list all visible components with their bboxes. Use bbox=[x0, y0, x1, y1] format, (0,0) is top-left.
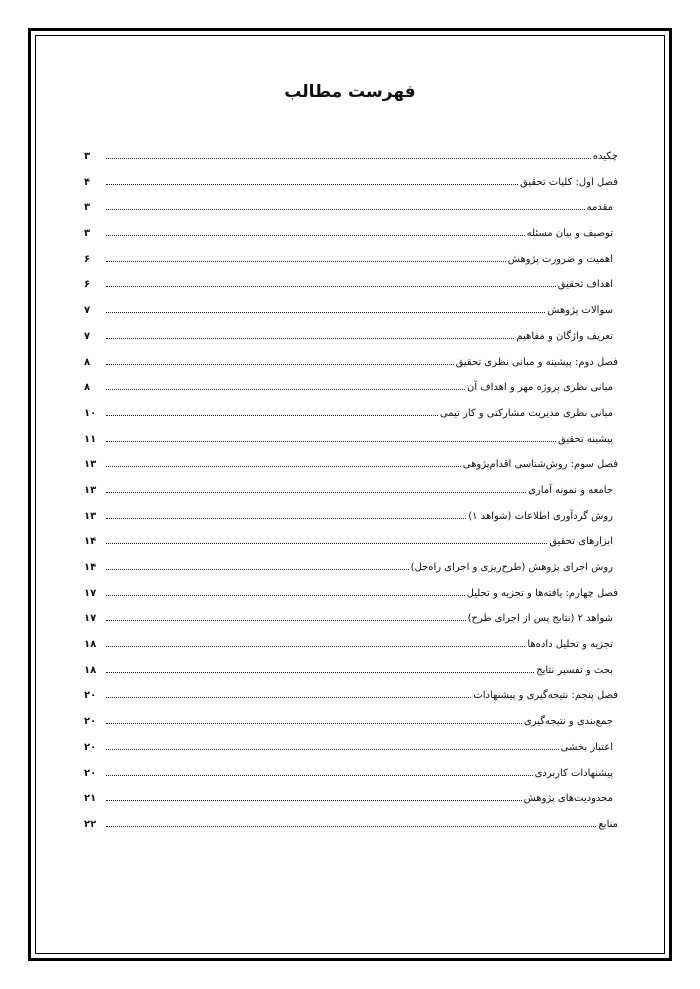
toc-entry-page-number: ۷ bbox=[84, 330, 91, 342]
toc-entry-label: مبانی نظری مدیریت مشارکتی و کار تیمی bbox=[439, 407, 613, 419]
toc-entry-page-number: ۴ bbox=[84, 176, 91, 188]
toc-entry-page-number: ۱۳ bbox=[84, 510, 97, 522]
toc-entry-page-number: ۳ bbox=[84, 202, 91, 214]
toc-entry-label: سوالات پژوهش bbox=[547, 305, 613, 317]
dot-leader bbox=[106, 465, 461, 467]
toc-entry-label: تجزیه و تحلیل داده‌ها bbox=[527, 639, 613, 651]
toc-entry[interactable] bbox=[84, 454, 618, 480]
toc-entry-page-number: ۱۱ bbox=[84, 433, 97, 445]
toc-entry-page-number: ۲۰ bbox=[84, 716, 97, 728]
toc-entry[interactable] bbox=[84, 249, 618, 275]
dot-leader bbox=[106, 388, 465, 390]
dot-leader bbox=[106, 594, 465, 596]
table-of-contents bbox=[84, 146, 618, 840]
dot-leader bbox=[106, 799, 522, 801]
toc-entry-label: اهمیت و ضرورت پژوهش bbox=[507, 253, 613, 265]
dot-leader bbox=[106, 311, 545, 313]
dot-leader bbox=[106, 542, 547, 544]
toc-entry-page-number: ۷ bbox=[84, 305, 91, 317]
toc-entry-page-number: ۱۴ bbox=[84, 536, 97, 548]
toc-entry-label: اهداف تحقیق bbox=[557, 279, 613, 291]
toc-entry[interactable] bbox=[84, 583, 618, 609]
toc-entry[interactable] bbox=[84, 300, 618, 326]
toc-entry[interactable] bbox=[84, 763, 618, 789]
toc-entry-label: شواهد ۲ (نتایج پس از اجرای طرح) bbox=[467, 613, 613, 625]
dot-leader bbox=[106, 774, 533, 776]
toc-entry[interactable] bbox=[84, 172, 618, 198]
toc-entry-page-number: ۸ bbox=[84, 382, 91, 394]
toc-entry-label: تعریف واژگان و مفاهیم bbox=[516, 330, 613, 342]
dot-leader bbox=[106, 696, 471, 698]
toc-entry[interactable] bbox=[84, 814, 618, 840]
toc-entry-label: جامعه و نمونه آماری bbox=[528, 484, 613, 496]
dot-leader bbox=[106, 825, 596, 827]
toc-entry-label: مقدمه bbox=[586, 202, 613, 214]
toc-entry-label: محدودیت‌های پژوهش bbox=[523, 793, 613, 805]
toc-entry-label: فصل چهارم: یافته‌ها و تجزیه و تحلیل bbox=[466, 587, 618, 599]
dot-leader bbox=[106, 671, 534, 673]
page-title: فهرست مطالب bbox=[284, 82, 416, 102]
dot-leader bbox=[106, 157, 591, 159]
toc-entry[interactable] bbox=[84, 531, 618, 557]
toc-entry[interactable] bbox=[84, 711, 618, 737]
toc-entry-label: پیشنهادات کاربردی bbox=[534, 767, 613, 779]
toc-entry-label: بحث و تفسیر نتایج bbox=[536, 664, 613, 676]
toc-entry-page-number: ۳ bbox=[84, 228, 91, 240]
toc-entry-page-number: ۲۰ bbox=[84, 741, 97, 753]
toc-entry-page-number: ۱۰ bbox=[84, 407, 97, 419]
dot-leader bbox=[106, 722, 522, 724]
dot-leader bbox=[106, 440, 556, 442]
dot-leader bbox=[106, 619, 466, 621]
toc-entry-label: اعتبار بخشی bbox=[560, 741, 613, 753]
toc-entry-label: روش اجرای پژوهش (طرح‌ریزی و اجرای راه‌حل) bbox=[410, 562, 613, 573]
toc-entry[interactable] bbox=[84, 429, 618, 455]
toc-entry[interactable] bbox=[84, 352, 618, 378]
toc-entry[interactable] bbox=[84, 480, 618, 506]
toc-entry[interactable] bbox=[84, 274, 618, 300]
toc-entry-page-number: ۲۲ bbox=[84, 818, 97, 830]
toc-entry-label: توصیف و بیان مسئله bbox=[526, 228, 613, 240]
toc-entry-page-number: ۱۷ bbox=[84, 613, 97, 625]
toc-entry-label: ابزارهای تحقیق bbox=[549, 536, 613, 548]
dot-leader bbox=[106, 183, 518, 185]
toc-entry[interactable] bbox=[84, 403, 618, 429]
toc-entry[interactable] bbox=[84, 634, 618, 660]
toc-entry[interactable] bbox=[84, 660, 618, 686]
dot-leader bbox=[106, 260, 506, 262]
toc-entry-page-number: ۱۷ bbox=[84, 587, 97, 599]
toc-entry-page-number: ۲۰ bbox=[84, 690, 97, 702]
toc-entry-label: مبانی نظری پروژه مهر و اهداف آن bbox=[466, 382, 613, 394]
toc-entry-label: منابع bbox=[598, 818, 618, 830]
toc-entry[interactable] bbox=[84, 788, 618, 814]
toc-entry-page-number: ۱۸ bbox=[84, 664, 97, 676]
toc-entry-page-number: ۱۴ bbox=[84, 562, 97, 573]
dot-leader bbox=[106, 208, 585, 210]
dot-leader bbox=[106, 234, 525, 236]
dot-leader bbox=[106, 517, 466, 519]
toc-entry[interactable] bbox=[84, 685, 618, 711]
toc-entry-label: فصل سوم: روش‌شناسی اقدام‌پژوهی bbox=[462, 459, 618, 471]
toc-entry-label: جمع‌بندی و نتیجه‌گیری bbox=[523, 716, 613, 728]
dot-leader bbox=[106, 363, 454, 365]
dot-leader bbox=[106, 491, 526, 493]
toc-entry-label: چکیده bbox=[592, 151, 618, 162]
dot-leader bbox=[106, 285, 556, 287]
toc-entry[interactable] bbox=[84, 608, 618, 634]
toc-entry[interactable] bbox=[84, 197, 618, 223]
toc-entry-label: پیشینه تحقیق bbox=[558, 433, 613, 445]
toc-entry-page-number: ۳ bbox=[84, 151, 91, 162]
toc-entry[interactable] bbox=[84, 146, 618, 172]
toc-entry-page-number: ۲۱ bbox=[84, 793, 97, 805]
toc-entry-page-number: ۱۸ bbox=[84, 639, 97, 651]
dot-leader bbox=[106, 645, 525, 647]
toc-entry-page-number: ۶ bbox=[84, 253, 91, 265]
toc-entry-page-number: ۶ bbox=[84, 279, 91, 291]
dot-leader bbox=[106, 337, 514, 339]
toc-entry-page-number: ۸ bbox=[84, 356, 91, 368]
dot-leader bbox=[106, 568, 409, 570]
toc-entry-page-number: ۲۰ bbox=[84, 767, 97, 779]
toc-entry[interactable] bbox=[84, 506, 618, 532]
toc-entry[interactable] bbox=[84, 737, 618, 763]
toc-entry-label: فصل دوم: پیشینه و مبانی نظری تحقیق bbox=[455, 356, 618, 368]
toc-entry-page-number: ۱۳ bbox=[84, 459, 97, 471]
toc-entry-label: روش گردآوری اطلاعات (شواهد ۱) bbox=[468, 510, 613, 522]
toc-entry-label: فصل پنجم: نتیجه‌گیری و پیشنهادات bbox=[473, 690, 618, 702]
toc-entry-label: فصل اول: کلیات تحقیق bbox=[519, 176, 618, 188]
toc-entry[interactable] bbox=[84, 223, 618, 249]
toc-entry[interactable] bbox=[84, 377, 618, 403]
toc-entry-page-number: ۱۳ bbox=[84, 484, 97, 496]
toc-entry[interactable] bbox=[84, 557, 618, 583]
dot-leader bbox=[106, 748, 559, 750]
dot-leader bbox=[106, 414, 438, 416]
toc-entry[interactable] bbox=[84, 326, 618, 352]
